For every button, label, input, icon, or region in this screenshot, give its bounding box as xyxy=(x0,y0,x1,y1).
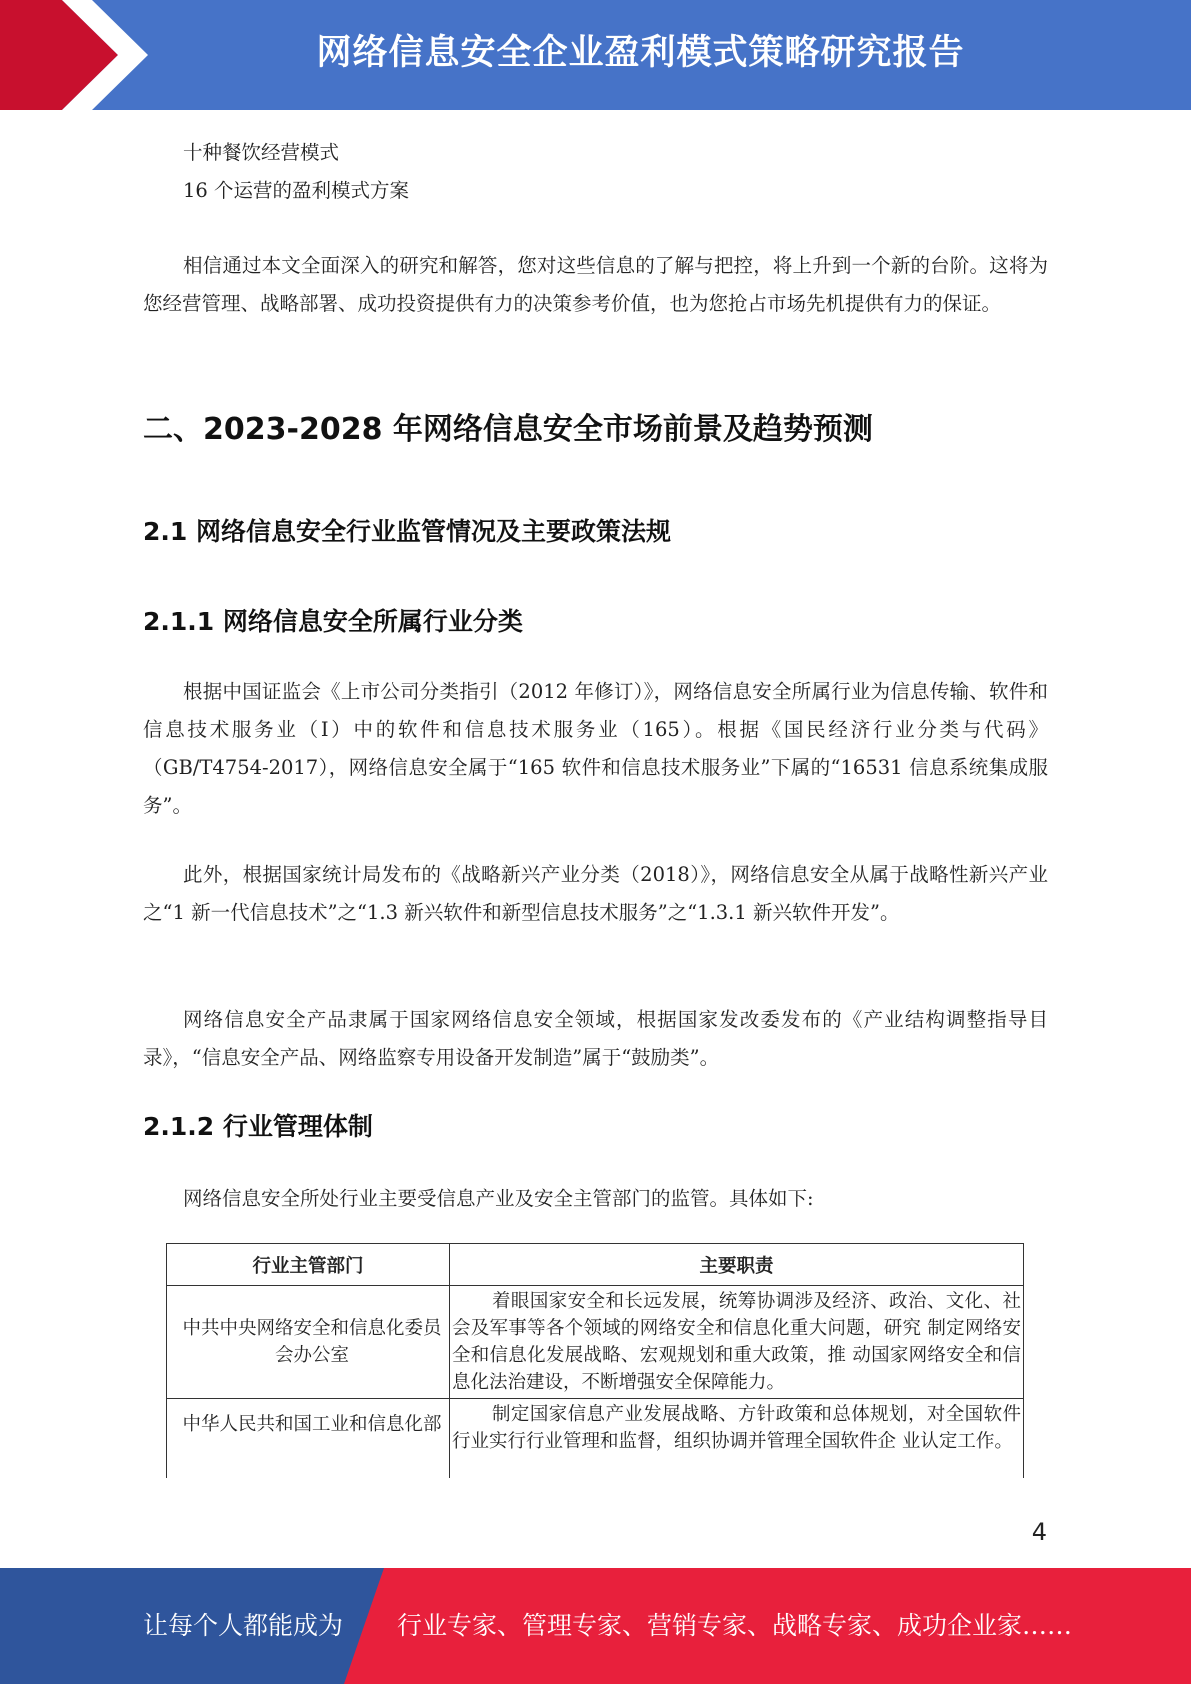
paragraph-encouraged-category: 网络信息安全产品隶属于国家网络信息安全领域，根据国家发改委发布的《产业结构调整指导目录》，“信息安全产品、网络监察专用设备开发制造”属于“鼓励类”。 xyxy=(143,1008,1048,1069)
footer-slogan-left: 让每个人都能成为 xyxy=(143,1611,344,1640)
page-number: 4 xyxy=(1031,1518,1047,1546)
page-footer xyxy=(0,1568,1191,1684)
paragraph-strategic-industry: 此外，根据国家统计局发布的《战略新兴产业分类（2018）》，网络信息安全从属于战略性新兴产业之“1 新一代信息技术”之“1.3 新兴软件和新型信息技术服务”之“1.3.1 新兴软件开发”。 xyxy=(143,863,1048,924)
section-heading: 二、2023-2028 年网络信息安全市场前景及趋势预测 xyxy=(143,412,873,447)
header-chevron-decoration xyxy=(0,0,160,110)
table-row xyxy=(167,1286,1024,1399)
regulator-table xyxy=(166,1243,1024,1481)
table-header-row xyxy=(167,1244,1024,1286)
table-header-duty: 主要职责 xyxy=(450,1244,1024,1286)
paragraph-management-intro: 网络信息安全所处行业主要受信息产业及安全主管部门的监管。具体如下: xyxy=(183,1187,814,1210)
subsection-heading-2-1-2: 2.1.2 行业管理体制 xyxy=(143,1112,373,1141)
table-header-dept: 行业主管部门 xyxy=(167,1244,450,1286)
table-cell-duty: 制定国家信息产业发展战略、方针政策和总体规划，对全国软件行业实行行业管理和监督，组织协调并管理全国软件企 业认定工作。 xyxy=(450,1399,1024,1481)
table-cell-dept: 中华人民共和国工业和信息化部 xyxy=(167,1399,450,1481)
list-item: 十种餐饮经营模式 xyxy=(183,141,340,164)
footer-slogan-right: 行业专家、管理专家、营销专家、战略专家、成功企业家…… xyxy=(397,1611,1073,1640)
intro-paragraph: 相信通过本文全面深入的研究和解答，您对这些信息的了解与把控，将上升到一个新的台阶。这将为您经营管理、战略部署、成功投资提供有力的决策参考价值，也为您抢占市场先机提供有力的保证。 xyxy=(143,254,1048,315)
table-cell-dept: 中共中央网络安全和信息化委员会办公室 xyxy=(167,1286,450,1399)
paragraph-industry-classification: 根据中国证监会《上市公司分类指引（2012 年修订）》，网络信息安全所属行业为信息传输、软件和信息技术服务业（I）中的软件和信息技术服务业（165）。根据《国民经济行业分类与代码》（GB/T4754-2017），网络信息安全属于“165 软件和信息技术服务业”下属的“16531 信息系统集成服务”。 xyxy=(143,680,1048,817)
report-title: 网络信息安全企业盈利模式策略研究报告 xyxy=(316,33,965,73)
subsection-heading-2-1: 2.1 网络信息安全行业监管情况及主要政策法规 xyxy=(143,517,671,546)
page-header xyxy=(0,0,1191,110)
table-continuation-mask xyxy=(150,1478,1050,1508)
table-cell-duty: 着眼国家安全和长远发展，统筹协调涉及经济、政治、文化、社会及军事等各个领域的网络安全和信息化重大问题，研究 制定网络安全和信息化发展战略、宏观规划和重大政策，推 动国家网络安全和信息化法治建设，不断增强安全保障能力。 xyxy=(450,1286,1024,1399)
subsection-heading-2-1-1: 2.1.1 网络信息安全所属行业分类 xyxy=(143,607,523,636)
table-row xyxy=(167,1399,1024,1481)
list-item: 16 个运营的盈利模式方案 xyxy=(183,179,410,202)
